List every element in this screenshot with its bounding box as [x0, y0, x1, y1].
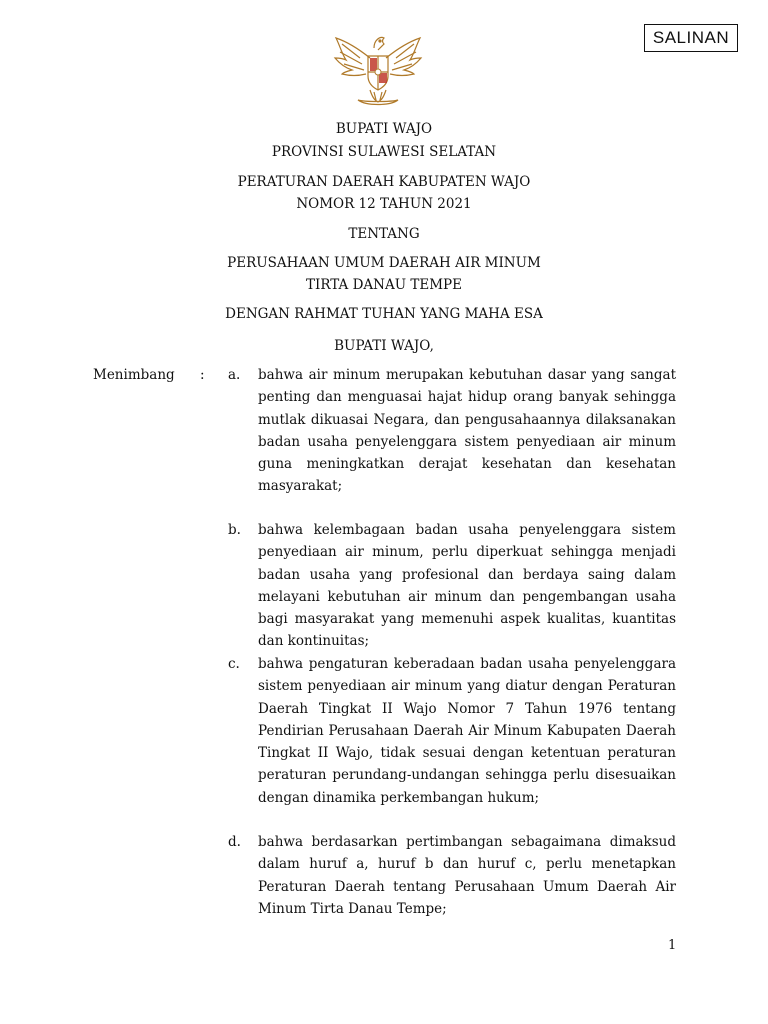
item-letter: c. [228, 656, 240, 672]
item-letter: b. [228, 522, 241, 538]
salinan-stamp: SALINAN [644, 24, 738, 52]
item-letter: d. [228, 834, 241, 850]
regent-signatory: BUPATI WAJO, [334, 338, 434, 354]
header-regent: BUPATI WAJO [335, 121, 433, 137]
regulation-subject-line1: PERUSAHAAN UMUM DAERAH AIR MINUM [227, 255, 541, 271]
considering-label: Menimbang [93, 367, 175, 383]
item-text: bahwa berdasarkan pertimbangan sebagaimana dimaksud dalam huruf a, huruf b dan huruf c, perlu menetapkan Peraturan Daerah tentang Perusahaan Umum Daerah Air Minum Tirta Danau Tempe; [258, 834, 676, 917]
item-text: bahwa pengaturan keberadaan badan usaha penyelenggara sistem penyediaan air minum yang diatur dengan Peraturan Daerah Tingkat II Wajo Nomor 7 Tahun 1976 tentang Pendirian Perusahaan Daerah Air Minum Kabupaten Daerah Tingkat II Wajo, tidak sesuai dengan ketentuan peraturan peraturan perundang-undangan sehingga perlu disesuaikan dengan dinamika perkembangan hukum; [258, 656, 676, 806]
item-letter: a. [228, 367, 241, 383]
page-number: 1 [668, 938, 677, 953]
regulation-about: TENTANG [348, 226, 420, 242]
considering-colon: : [200, 367, 205, 383]
item-text: bahwa air minum merupakan kebutuhan dasar yang sangat penting dan menguasai hajat hidup orang banyak sehingga mutlak dikuasai Negara, dan pengusahaannya dilaksanakan badan usaha penyelenggara sistem penyediaan air minum guna meningkatkan derajat kesehatan dan kesehatan masyarakat; [258, 367, 676, 495]
garuda-emblem-icon [330, 28, 426, 110]
item-text: bahwa kelembagaan badan usaha penyelenggara sistem penyediaan air minum, perlu diperkuat sehingga menjadi badan usaha yang profesional dan berdaya saing dalam melayani kebutuhan air minum dan pengembangan usaha bagi masyarakat yang memenuhi aspek kualitas, kuantitas dan kontinuitas; [258, 522, 676, 650]
grace-statement: DENGAN RAHMAT TUHAN YANG MAHA ESA [225, 306, 543, 322]
header-province: PROVINSI SULAWESI SELATAN [271, 144, 497, 160]
regulation-number: NOMOR 12 TAHUN 2021 [296, 196, 472, 212]
regulation-title: PERATURAN DAERAH KABUPATEN WAJO [237, 174, 531, 190]
regulation-subject-line2: TIRTA DANAU TEMPE [306, 277, 462, 293]
